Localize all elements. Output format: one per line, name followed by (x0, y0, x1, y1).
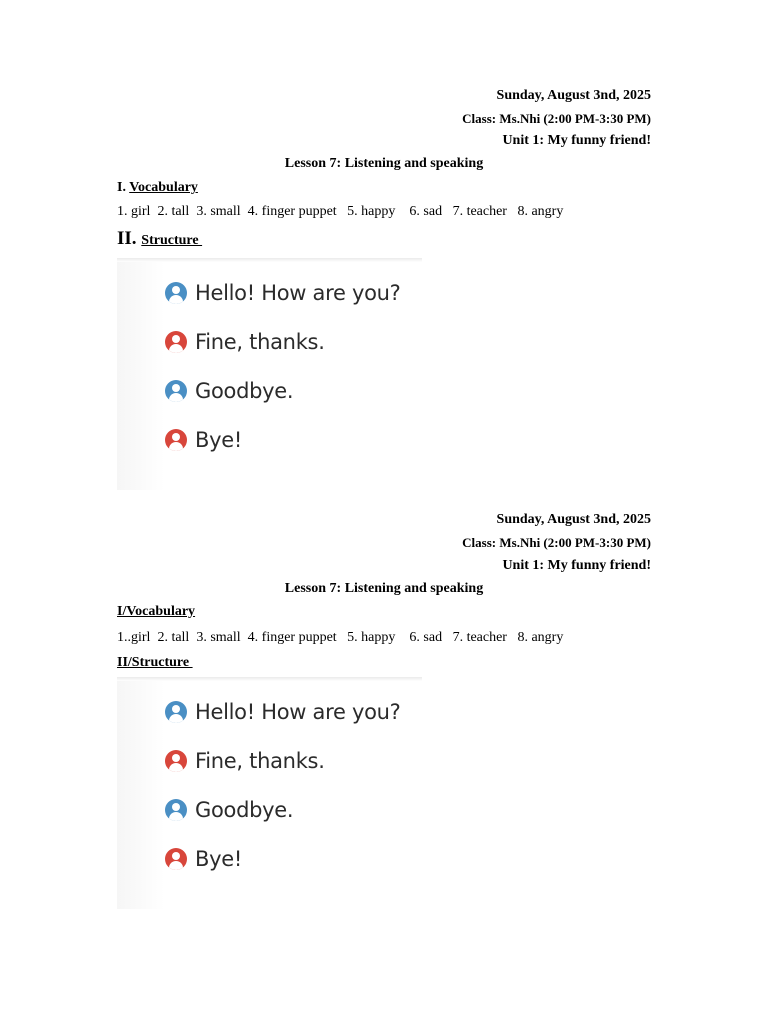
dialogue-image (117, 258, 422, 490)
unit-title: Unit 1: My funny friend! (502, 133, 651, 148)
dialogue-line (165, 425, 242, 455)
structure-heading: II/Structure (117, 655, 193, 670)
vocabulary-heading (117, 180, 198, 196)
unit-title: Unit 1: My funny friend! (502, 558, 651, 573)
lesson-date: Sunday, August 3nd, 2025 (496, 88, 651, 103)
dialogue-text: Hello! How are you? (195, 700, 401, 724)
dialogue-text: Fine, thanks. (195, 330, 325, 354)
dialogue-text: Bye! (195, 847, 242, 871)
dialogue-line (165, 746, 325, 776)
person-avatar-icon (165, 331, 187, 353)
person-avatar-icon (165, 282, 187, 304)
person-avatar-icon (165, 848, 187, 870)
dialogue-line (165, 376, 293, 406)
vocabulary-title: Vocabulary (129, 180, 198, 195)
lesson-title: Lesson 7: Listening and speaking (284, 581, 484, 596)
structure-prefix: II. (117, 228, 142, 249)
dialogue-image (117, 677, 422, 909)
lesson-date: Sunday, August 3nd, 2025 (496, 512, 651, 527)
dialogue-text: Bye! (195, 428, 242, 452)
structure-title: Structure (141, 233, 203, 248)
dialogue-text: Goodbye. (195, 379, 294, 403)
dialogue-line (165, 795, 293, 825)
person-avatar-icon (165, 701, 187, 723)
vocabulary-heading: I/Vocabulary (117, 604, 196, 619)
class-info: Class: Ms.Nhi (2:00 PM-3:30 PM) (462, 535, 651, 550)
dialogue-line (165, 844, 242, 874)
vocabulary-prefix: I. (117, 180, 130, 195)
dialogue-text: Goodbye. (195, 798, 294, 822)
vocabulary-list: 1..girl 2. tall 3. small 4. finger puppet 5. happy 6. sad 7. teacher 8. angry (117, 630, 564, 645)
dialogue-text: Fine, thanks. (195, 749, 325, 773)
dialogue-line (165, 327, 325, 357)
lesson-title: Lesson 7: Listening and speaking (284, 156, 484, 171)
dialogue-line (165, 697, 400, 727)
person-avatar-icon (165, 799, 187, 821)
structure-heading (117, 228, 202, 250)
vocabulary-list: 1. girl 2. tall 3. small 4. finger puppet 5. happy 6. sad 7. teacher 8. angry (117, 204, 564, 219)
person-avatar-icon (165, 750, 187, 772)
person-avatar-icon (165, 380, 187, 402)
dialogue-line (165, 278, 400, 308)
class-info: Class: Ms.Nhi (2:00 PM-3:30 PM) (462, 111, 651, 126)
dialogue-text: Hello! How are you? (195, 281, 401, 305)
person-avatar-icon (165, 429, 187, 451)
